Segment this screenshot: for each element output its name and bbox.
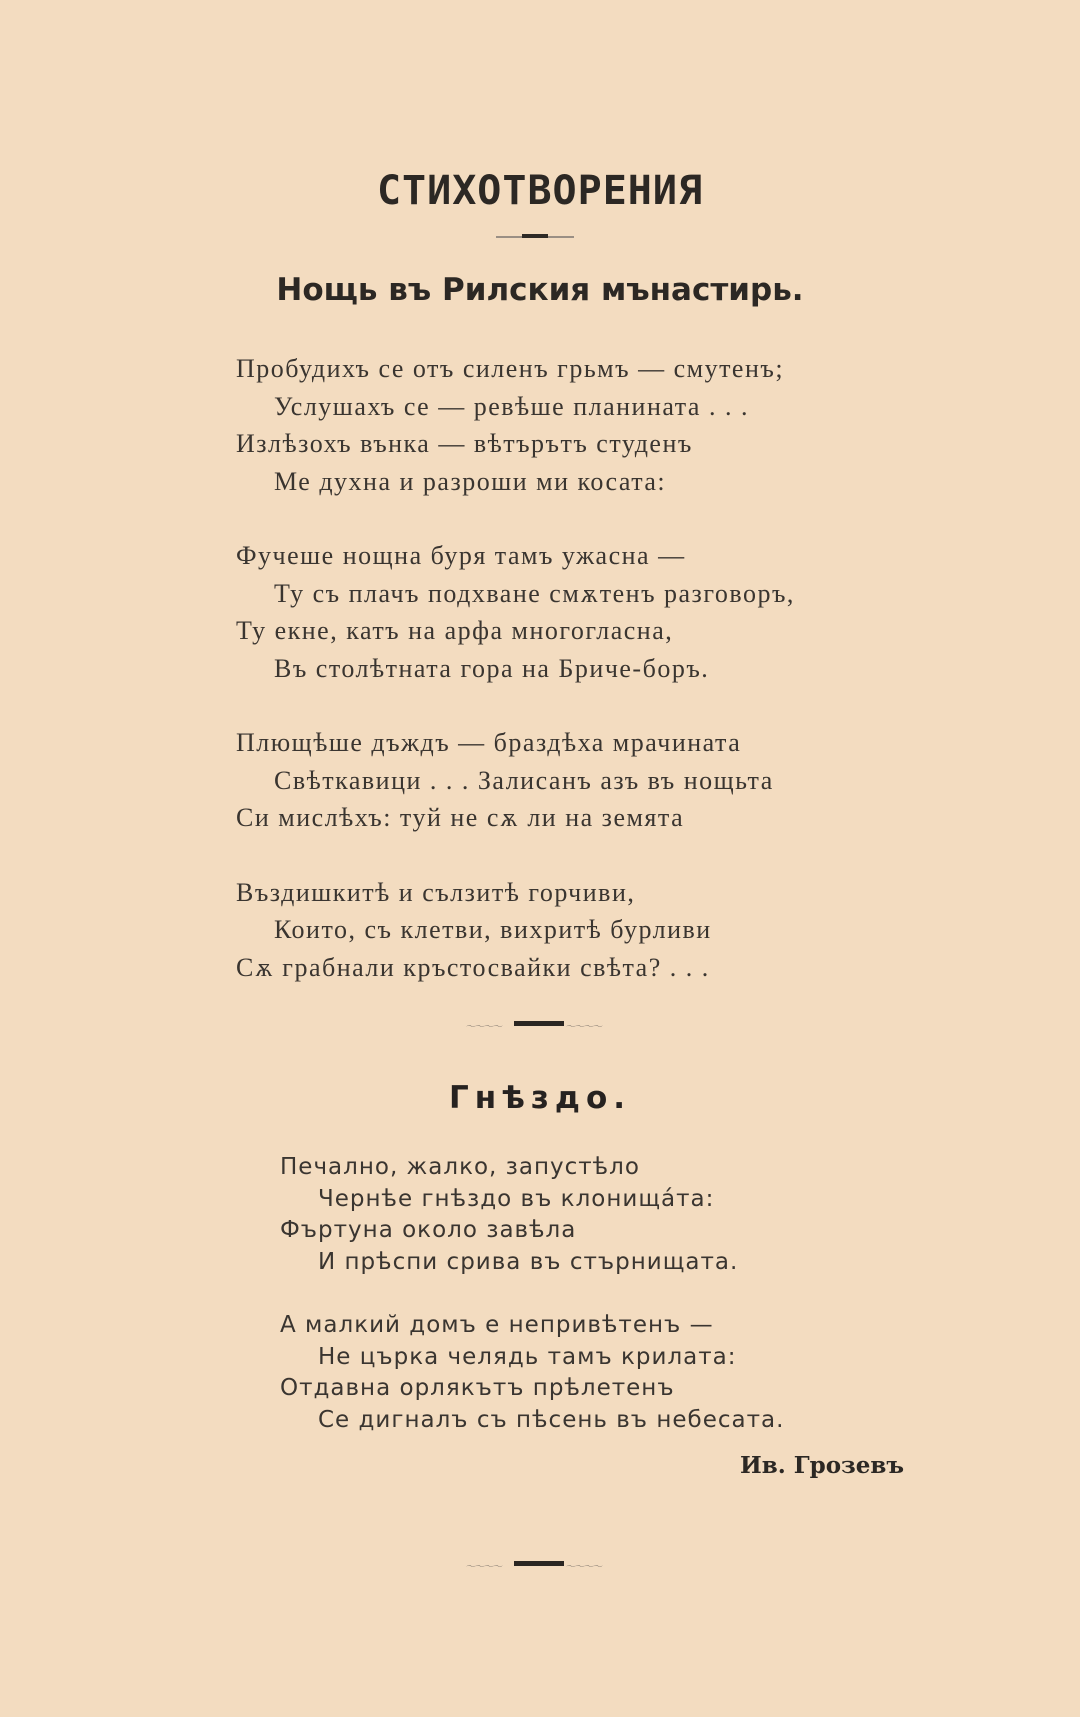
- poem-title: Нощь въ Рилския мънастирь.: [276, 272, 804, 308]
- poem-body: [236, 350, 795, 986]
- verse-line: Печално, жалко, запустѣло: [280, 1154, 640, 1180]
- verse-line: Чернѣе гнѣздо въ клонищáта:: [318, 1185, 715, 1212]
- section-heading: СТИХОТВОРЕНИЯ: [376, 168, 704, 214]
- verse-line: Се дигналъ съ пѣсень въ небесата.: [318, 1406, 785, 1433]
- verse-line: Отдавна орлякътъ прѣлетенъ: [280, 1375, 675, 1401]
- verse-line: Които, съ клетви, вихритѣ бурливи: [274, 915, 712, 944]
- author-signature: Ив. Грозевъ: [740, 1452, 904, 1479]
- divider-ornament: 〜〜〜〜 〜〜〜〜: [466, 1562, 602, 1573]
- verse-line: Свѣткавици . . . Залисанъ азъ въ нощьта: [274, 765, 774, 795]
- verse-line: Излѣзохъ вънка — вѣтърътъ студенъ: [236, 429, 693, 458]
- verse-line: А малкий домъ е непривѣтенъ —: [280, 1312, 714, 1338]
- verse-line: Въ столѣтната гора на Бриче-боръ.: [274, 653, 710, 683]
- divider-ornament: 〜〜〜〜 〜〜〜〜: [466, 1022, 602, 1033]
- poem-body: [280, 1152, 784, 1436]
- verse-line: Плющѣше дъждъ — браздѣха мрачината: [236, 728, 742, 757]
- verse-line: Фъртуна около завѣла: [280, 1217, 577, 1243]
- verse-line: Си мислѣхъ: туй не сѫ ли на земята: [236, 803, 685, 832]
- poem-title: Гнѣздо.: [448, 1080, 632, 1116]
- verse-line: Фучеше нощна буря тамъ ужасна —: [236, 541, 686, 570]
- verse-line: Ме духна и разроши ми косата:: [274, 466, 667, 496]
- verse-line: Ту екне, катъ на арфа многогласна,: [236, 616, 674, 645]
- verse-line: Сѫ грабнали кръстосвайки свѣта? . . .: [236, 952, 710, 982]
- heading-rule-center: [522, 234, 548, 238]
- verse-line: Ту съ плачъ подхване смѫтенъ разговоръ,: [274, 578, 795, 608]
- verse-line: И прѣспи срива въ стърнищата.: [318, 1248, 739, 1275]
- verse-line: Въздишкитѣ и сълзитѣ горчиви,: [236, 877, 636, 907]
- verse-line: Пробудихъ се отъ силенъ грьмъ — смутенъ;: [236, 354, 785, 383]
- verse-line: Услушахъ се — ревѣше планината . . .: [274, 391, 749, 421]
- verse-line: Не църка челядь тамъ крилата:: [318, 1343, 737, 1370]
